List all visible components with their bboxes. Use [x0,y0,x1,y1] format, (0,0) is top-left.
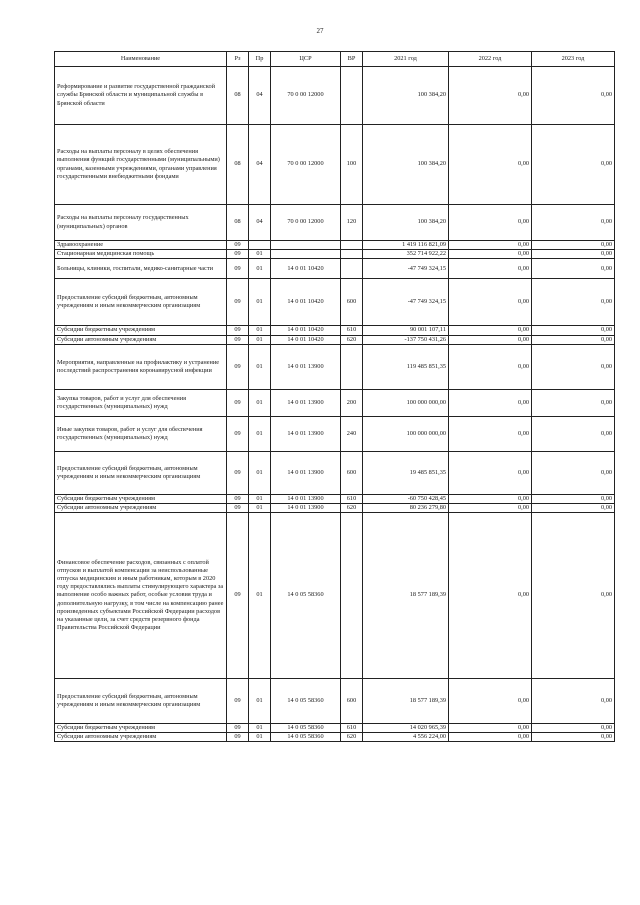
cell-2022: 0,00 [449,259,532,279]
cell-vr: 240 [341,416,363,451]
cell-name: Предоставление субсидий бюджетным, автономным учреждениям и иным некоммерческим организациям [55,679,227,724]
cell-csr: 14 0 01 10420 [271,335,341,344]
table-row [55,494,615,503]
header-2023: 2023 год [532,52,615,67]
cell-rz: 09 [227,724,249,733]
cell-csr: 14 0 05 58360 [271,679,341,724]
cell-vr: 620 [341,335,363,344]
cell-pr: 01 [249,335,271,344]
cell-pr: 01 [249,389,271,416]
table-row [55,724,615,733]
cell-2021: -137 750 431,26 [363,335,449,344]
cell-csr: 14 0 01 13900 [271,494,341,503]
cell-vr: 600 [341,679,363,724]
cell-2023: 0,00 [532,344,615,389]
cell-2022: 0,00 [449,205,532,241]
table-row [55,733,615,742]
cell-name: Иные закупки товаров, работ и услуг для обеспечения государственных (муниципальных) нужд [55,416,227,451]
cell-rz: 08 [227,125,249,205]
cell-name: Финансовое обеспечение расходов, связанных с оплатой отпусков и выплатой компенсации за неиспользованные отпуска медицинским и иным работникам, которым в 2020 году предоставлялись выплаты стимулирующего характера за выполнение особо важных работ, особые условия труда и дополнительную нагрузку, в том числе на компенсацию ранее произведенных субъектами Российской Федерации расходов на указанные цели, за счет средств резервного фонда Правительства Российской Федерации [55,513,227,679]
cell-2022: 0,00 [449,344,532,389]
cell-csr: 14 0 01 13900 [271,416,341,451]
cell-2022: 0,00 [449,279,532,326]
header-row [55,52,615,67]
table-row [55,503,615,512]
cell-2022: 0,00 [449,679,532,724]
cell-name: Здравоохранение [55,241,227,250]
cell-vr: 610 [341,724,363,733]
cell-2021: -47 749 324,15 [363,259,449,279]
cell-2022: 0,00 [449,250,532,259]
header-csr: ЦСР [271,52,341,67]
cell-name: Предоставление субсидий бюджетным, автономным учреждениям и иным некоммерческим организациям [55,451,227,494]
cell-vr: 600 [341,279,363,326]
cell-rz: 09 [227,279,249,326]
cell-rz: 09 [227,416,249,451]
cell-name: Расходы на выплаты персоналу государственных (муниципальных) органов [55,205,227,241]
cell-pr: 01 [249,451,271,494]
cell-2022: 0,00 [449,125,532,205]
cell-2021: 4 556 224,00 [363,733,449,742]
cell-2022: 0,00 [449,494,532,503]
cell-2021: 1 419 116 821,09 [363,241,449,250]
cell-2022: 0,00 [449,389,532,416]
cell-csr [271,250,341,259]
cell-2021: 90 001 107,11 [363,326,449,335]
cell-name: Субсидии бюджетным учреждениям [55,494,227,503]
table-row [55,679,615,724]
cell-vr [341,250,363,259]
cell-2022: 0,00 [449,241,532,250]
header-rz: Рз [227,52,249,67]
page-number: 27 [316,27,324,35]
cell-vr: 610 [341,494,363,503]
table-row [55,205,615,241]
cell-pr: 04 [249,125,271,205]
cell-vr: 620 [341,503,363,512]
header-pr: Пр [249,52,271,67]
cell-csr: 70 0 00 12000 [271,67,341,125]
cell-rz: 09 [227,259,249,279]
cell-2021: 100 384,20 [363,125,449,205]
header-name: Наименование [55,52,227,67]
cell-vr [341,67,363,125]
cell-pr: 01 [249,724,271,733]
table-row [55,250,615,259]
cell-2021: 100 000 000,00 [363,389,449,416]
header-vr: ВР [341,52,363,67]
cell-rz: 09 [227,679,249,724]
cell-2022: 0,00 [449,513,532,679]
cell-pr: 01 [249,279,271,326]
cell-2021: 119 485 851,35 [363,344,449,389]
cell-csr: 14 0 01 10420 [271,326,341,335]
budget-table [54,51,615,742]
cell-2022: 0,00 [449,335,532,344]
cell-rz: 09 [227,494,249,503]
cell-csr: 14 0 01 13900 [271,503,341,512]
cell-name: Мероприятия, направленные на профилактику и устранение последствий распространения коронавирусной инфекции [55,344,227,389]
cell-2021: 18 577 189,39 [363,513,449,679]
cell-2023: 0,00 [532,335,615,344]
cell-2022: 0,00 [449,67,532,125]
table-row [55,451,615,494]
cell-2023: 0,00 [532,205,615,241]
cell-2022: 0,00 [449,724,532,733]
cell-csr: 70 0 00 12000 [271,205,341,241]
cell-rz: 09 [227,335,249,344]
cell-2021: 18 577 189,39 [363,679,449,724]
header-2021: 2021 год [363,52,449,67]
cell-vr [341,241,363,250]
cell-name: Реформирование и развитие государственной гражданской службы Брянской области и муниципальной службы в Брянской области [55,67,227,125]
cell-2021: 14 020 965,39 [363,724,449,733]
cell-pr: 01 [249,326,271,335]
cell-pr: 01 [249,679,271,724]
cell-name: Субсидии бюджетным учреждениям [55,326,227,335]
cell-2021: 80 236 279,80 [363,503,449,512]
cell-csr: 14 0 05 58360 [271,733,341,742]
cell-csr: 14 0 01 13900 [271,389,341,416]
cell-2021: 19 485 851,35 [363,451,449,494]
cell-2022: 0,00 [449,451,532,494]
cell-rz: 08 [227,67,249,125]
cell-2023: 0,00 [532,733,615,742]
table-row [55,513,615,679]
cell-csr [271,241,341,250]
cell-csr: 14 0 01 10420 [271,279,341,326]
cell-vr [341,259,363,279]
cell-2023: 0,00 [532,679,615,724]
cell-rz: 08 [227,205,249,241]
cell-pr: 01 [249,494,271,503]
cell-2023: 0,00 [532,241,615,250]
cell-pr: 04 [249,67,271,125]
table-row [55,67,615,125]
cell-csr: 14 0 01 13900 [271,344,341,389]
cell-name: Закупка товаров, работ и услуг для обеспечения государственных (муниципальных) нужд [55,389,227,416]
cell-2021: 100 384,20 [363,67,449,125]
header-2022: 2022 год [449,52,532,67]
cell-2022: 0,00 [449,503,532,512]
table-row [55,344,615,389]
cell-vr: 610 [341,326,363,335]
table-row [55,389,615,416]
cell-csr: 14 0 01 10420 [271,259,341,279]
cell-2023: 0,00 [532,724,615,733]
table-body [55,67,615,742]
cell-vr: 200 [341,389,363,416]
cell-2023: 0,00 [532,451,615,494]
cell-csr: 14 0 01 13900 [271,451,341,494]
cell-rz: 09 [227,451,249,494]
cell-rz: 09 [227,344,249,389]
table-row [55,416,615,451]
cell-rz: 09 [227,250,249,259]
cell-2021: -47 749 324,15 [363,279,449,326]
cell-name: Стационарная медицинская помощь [55,250,227,259]
cell-2023: 0,00 [532,259,615,279]
table-row [55,241,615,250]
cell-pr: 01 [249,250,271,259]
cell-rz: 09 [227,513,249,679]
cell-name: Субсидии автономным учреждениям [55,335,227,344]
cell-2023: 0,00 [532,416,615,451]
cell-2021: 100 000 000,00 [363,416,449,451]
cell-vr: 100 [341,125,363,205]
cell-rz: 09 [227,733,249,742]
cell-2022: 0,00 [449,416,532,451]
cell-rz: 09 [227,503,249,512]
cell-2023: 0,00 [532,326,615,335]
cell-name: Субсидии бюджетным учреждениям [55,724,227,733]
cell-2023: 0,00 [532,279,615,326]
cell-name: Расходы на выплаты персоналу в целях обеспечения выполнения функций государственными (муниципальными) органами, казенными учреждениями, органами управления государственными внебюджетными фондами [55,125,227,205]
cell-2021: 352 714 922,22 [363,250,449,259]
cell-2022: 0,00 [449,326,532,335]
cell-2023: 0,00 [532,494,615,503]
table-row [55,326,615,335]
table-row [55,259,615,279]
cell-pr: 01 [249,344,271,389]
cell-vr: 120 [341,205,363,241]
cell-pr: 01 [249,259,271,279]
cell-name: Субсидии автономным учреждениям [55,503,227,512]
cell-2021: 100 384,20 [363,205,449,241]
cell-csr: 14 0 05 58360 [271,724,341,733]
cell-2023: 0,00 [532,503,615,512]
cell-vr [341,344,363,389]
cell-2021: -60 750 428,45 [363,494,449,503]
cell-2023: 0,00 [532,250,615,259]
cell-rz: 09 [227,389,249,416]
cell-rz: 09 [227,326,249,335]
cell-pr: 01 [249,513,271,679]
cell-2023: 0,00 [532,389,615,416]
cell-2023: 0,00 [532,67,615,125]
cell-rz: 09 [227,241,249,250]
table-row [55,125,615,205]
cell-pr: 01 [249,416,271,451]
cell-pr: 01 [249,733,271,742]
cell-2023: 0,00 [532,125,615,205]
cell-name: Больницы, клиники, госпитали, медико-санитарные части [55,259,227,279]
cell-2023: 0,00 [532,513,615,679]
cell-vr: 620 [341,733,363,742]
cell-vr: 600 [341,451,363,494]
cell-2022: 0,00 [449,733,532,742]
cell-name: Предоставление субсидий бюджетным, автономным учреждениям и иным некоммерческим организациям [55,279,227,326]
table-row [55,335,615,344]
cell-pr: 01 [249,503,271,512]
cell-csr: 70 0 00 12000 [271,125,341,205]
cell-name: Субсидии автономным учреждениям [55,733,227,742]
cell-pr: 04 [249,205,271,241]
table-row [55,279,615,326]
cell-csr: 14 0 05 58360 [271,513,341,679]
cell-pr [249,241,271,250]
cell-vr [341,513,363,679]
